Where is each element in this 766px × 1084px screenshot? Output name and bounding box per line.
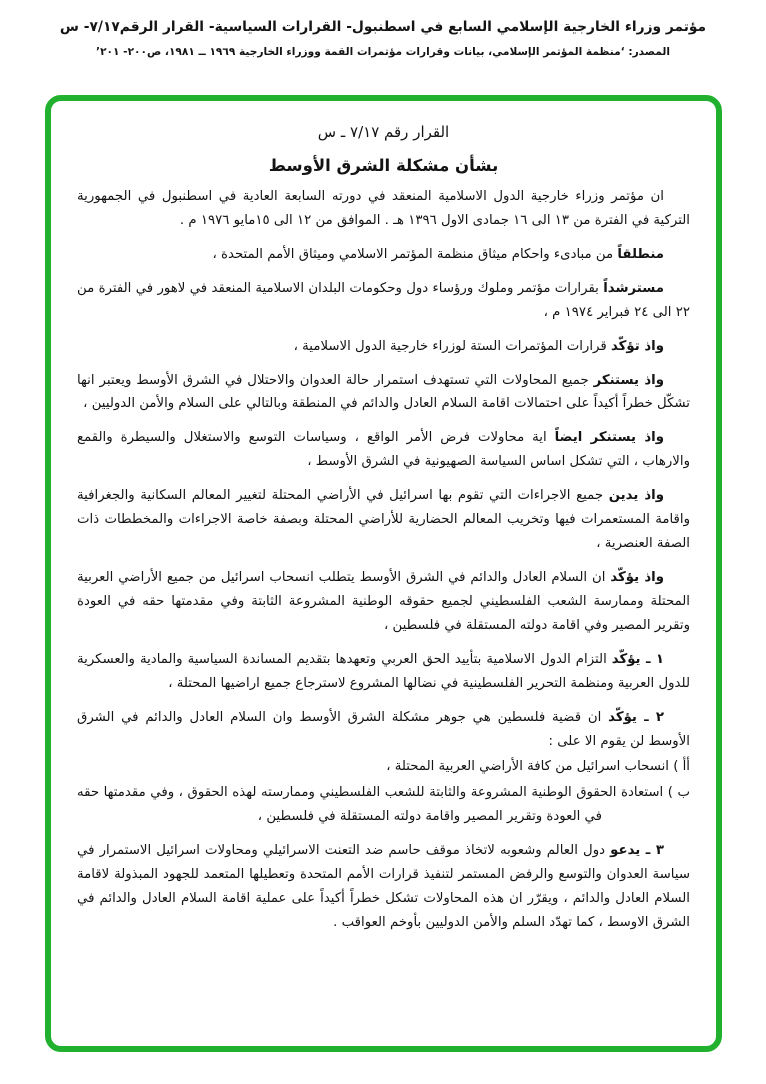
paragraph-text: أأ ) انسحاب اسرائيل من كافة الأراضي العربية المحتلة ، xyxy=(386,759,690,775)
numbered-item-2 xyxy=(77,706,690,754)
numbered-item-3 xyxy=(77,839,690,935)
paragraph-clause xyxy=(77,243,690,267)
paragraph-lead: مسترشداً xyxy=(603,280,664,296)
paragraph-clause xyxy=(77,369,690,417)
paragraph-lead: ١ ـ يؤكّد xyxy=(611,651,665,667)
paragraph-clause xyxy=(77,566,690,638)
document-source-citation: المصدر: ‘منظمة المؤتمر الإسلامي، بيانات وقرارات مؤتمرات القمة ووزراء الخارجية ١٩٦٩ ــ ١٩٨١، ص٢٠٠- ٢٠١’ xyxy=(96,46,670,58)
paragraph-lead: ٢ ـ يؤكّد xyxy=(608,709,664,725)
paragraph-clause xyxy=(77,426,690,474)
green-highlight-box xyxy=(45,95,722,1052)
paragraph-text: دول العالم وشعوبه لاتخاذ موقف حاسم ضد التعنت الاسرائيلي ومحاولات اسرائيل الاستمرار في سياسة العدوان والتوسع والرفض المستمر لتنفيذ قرارات الأمم المتحدة وتعطيلها المتعمد للجهود المبذولة لاقامة السلام العادل والدائم ، ويقرّر ان هذه المحاولات تشكل خطراً أكيداً على عملية اقامة السلام العادل والدائم في الشرق الاوسط ، كما تهدّد السلم والأمن الدوليين بأوخم العواقب . xyxy=(77,843,690,930)
paragraph-clause xyxy=(77,335,690,359)
paragraph-lead: واذ يؤكّد xyxy=(610,569,664,585)
paragraph-lead: منطلقاً xyxy=(617,246,664,262)
paragraph-text: ب ) استعادة الحقوق الوطنية المشروعة والثابتة للشعب الفلسطيني وممارسته لهذه الحقوق ، وفي مقدمتها حقه في العودة وتقرير المصير واقامة دولته المستقلة في فلسطين ، xyxy=(77,785,690,825)
paragraph-lead: واذ تؤكّد xyxy=(610,338,664,354)
paragraph-text: من مبادىء واحكام ميثاق منظمة المؤتمر الاسلامي وميثاق الأمم المتحدة ، xyxy=(212,246,618,262)
paragraph-clause xyxy=(77,484,690,556)
paragraph-preamble xyxy=(77,185,690,233)
subitem-b xyxy=(77,781,690,829)
paragraph-text: بقرارات مؤتمر وملوك ورؤساء دول وحكومات البلدان الاسلامية المنعقد في لاهور في الفترة من ٢٢ الى ٢٤ فبراير ١٩٧٤ م ، xyxy=(77,280,690,320)
paragraph-text: ان مؤتمر وزراء خارجية الدول الاسلامية المنعقد في دورته السابعة العادية في اسطنبول في الجمهورية التركية في الفترة من ١٣ الى ١٦ جمادى الاول ١٣٩٦ هـ . الموافق من ١٢ الى ١٥مايو ١٩٧٦ م . xyxy=(77,189,690,228)
document-header-title: مؤتمر وزراء الخارجية الإسلامي السابع في اسطنبول- القرارات السياسية- القرار الرقم٧/١٧- س xyxy=(59,19,707,35)
paragraph-text: جميع المحاولات التي تستهدف استمرار حالة العدوان والاحتلال في الشرق الأوسط ويعتبر انها تشكّل خطراً أكيداً على احتمالات اقامة السلام العادل والدائم في المنطقة وبالتالي على السلام والأمن الدوليين ، xyxy=(77,372,690,412)
paragraph-lead: واذ يدين xyxy=(608,488,664,504)
paragraph-text: اية محاولات فرض الأمر الواقع ، وسياسات التوسع والاستغلال والسيطرة والقمع والارهاب ، التي تشكل اساس السياسة الصهيونية في الشرق الأوسط ، xyxy=(77,430,690,470)
paragraph-lead: ٣ ـ يدعو xyxy=(610,843,664,859)
paragraph-lead: واذ يستنكر xyxy=(593,372,664,388)
paragraph-text: قرارات المؤتمرات الستة لوزراء خارجية الدول الاسلامية ، xyxy=(293,338,611,354)
paragraph-text: التزام الدول الاسلامية بتأييد الحق العربي وتعهدها بتقديم المساندة السياسية والمادية والعسكرية للدول العربية ومنظمة التحرير الفلسطينية في نضالها المشروع لاسترجاع جميع اراضيها المحتلة ، xyxy=(77,651,690,691)
paragraph-text: ان السلام العادل والدائم في الشرق الأوسط يتطلب انسحاب اسرائيل من جميع الأراضي العربية المحتلة وممارسة الشعب الفلسطيني لجميع حقوقه الوطنية المشروعة الثابتة وفي مقدمتها حقه في العودة وتقرير المصير وفي اقامة دولته المستقلة في فلسطين ، xyxy=(77,569,690,633)
resolution-subject-title: بشأن مشكلة الشرق الأوسط xyxy=(268,156,499,175)
paragraph-text: جميع الاجراءات التي تقوم بها اسرائيل في الأراضي المحتلة لتغيير المعالم السكانية والجغرافية واقامة المستعمرات فيها وتخريب المعالم الحضارية للأراضي المحتلة وبصفة خاصة الاجراءات والمخططات ذات الصفة العنصرية ، xyxy=(77,488,690,552)
subitem-a xyxy=(77,755,690,779)
paragraph-clause xyxy=(77,277,690,325)
numbered-item-1 xyxy=(77,648,690,696)
paragraph-lead: واذ يستنكر ايضاً xyxy=(554,430,665,446)
paragraph-text: ان قضية فلسطين هي جوهر مشكلة الشرق الأوسط وان السلام العادل والدائم في الشرق الأوسط لن يقوم الا على : xyxy=(77,709,690,749)
resolution-number-title: القرار رقم ٧/١٧ ـ س xyxy=(317,123,450,141)
document-header xyxy=(0,0,766,58)
